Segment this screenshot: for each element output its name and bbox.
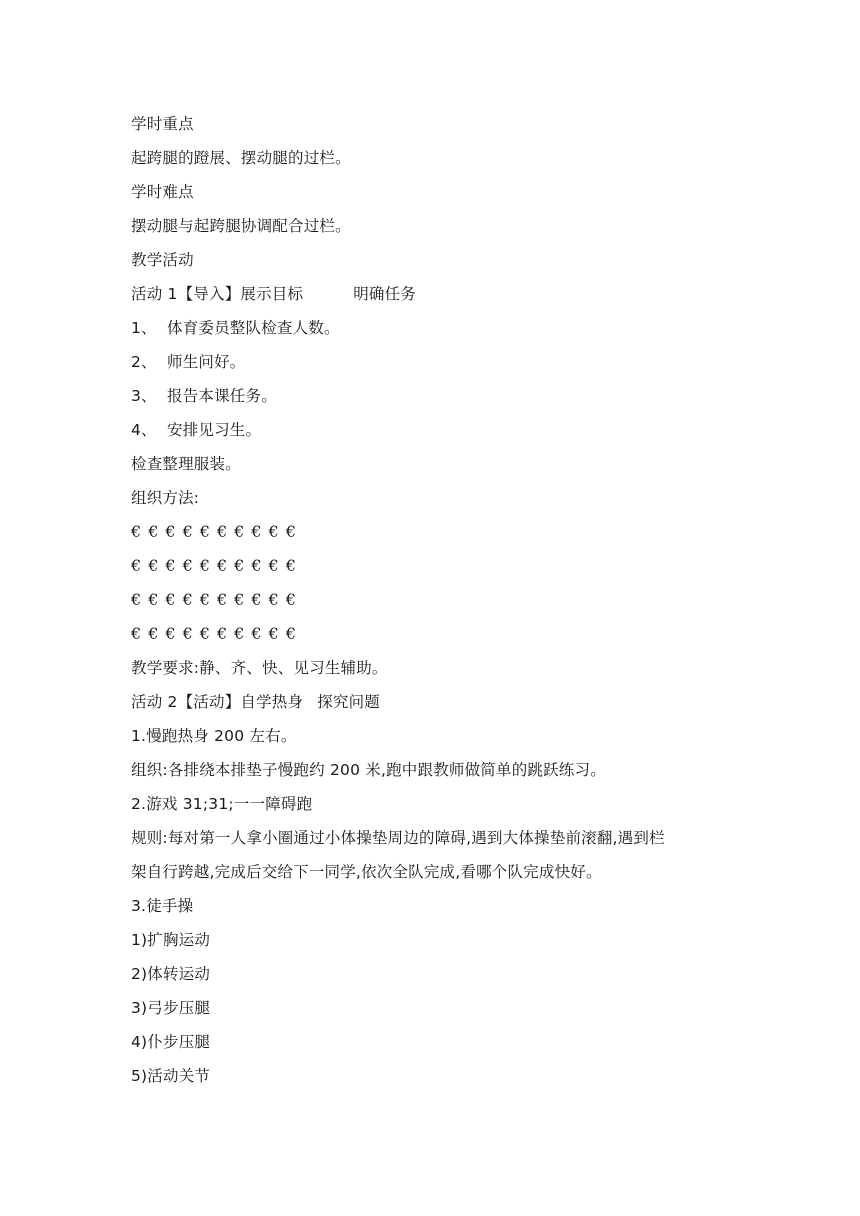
warmup-step-3: 3.徒手操 — [131, 897, 194, 915]
activity1-item — [131, 413, 751, 447]
student-marker: € — [268, 522, 279, 541]
difficulty-text: 摆动腿与起跨腿协调配合过栏。 — [131, 217, 351, 235]
student-marker: € — [182, 624, 193, 643]
difficulty-heading: 学时难点 — [131, 183, 194, 201]
item-text: 体育委员整队检查人数。 — [167, 319, 340, 337]
formation-row — [131, 583, 751, 617]
org-method-label: 组织方法: — [131, 489, 200, 507]
teaching-requirement: 教学要求:静、齐、快、见习生辅助。 — [131, 659, 388, 677]
warmup-step-2: 2.游戏 31;31;一一障碍跑 — [131, 795, 313, 813]
student-marker: € — [216, 590, 228, 609]
formation-row — [131, 549, 751, 583]
student-marker: € — [131, 556, 142, 575]
activity1-title — [131, 277, 751, 311]
student-marker: € — [131, 590, 142, 609]
student-marker: € — [199, 590, 210, 609]
student-marker: € — [165, 556, 176, 575]
student-marker: € — [251, 522, 262, 541]
student-marker: € — [131, 624, 142, 643]
warmup-step-1: 1.慢跑热身 200 左右。 — [131, 727, 297, 745]
item-text: 安排见习生。 — [167, 421, 262, 439]
item-number: 4、 — [131, 421, 157, 439]
focus-heading: 学时重点 — [131, 115, 194, 133]
item-number: 2、 — [131, 353, 157, 371]
student-marker: € — [234, 624, 245, 643]
student-marker: € — [251, 590, 262, 609]
activity2-title — [131, 685, 751, 719]
student-marker: € — [285, 590, 296, 609]
student-marker: € — [234, 590, 245, 609]
game-rule-line-2: 架自行跨越,完成后交给下一同学,依次全队完成,看哪个队完成快好。 — [131, 863, 602, 881]
exercise-item: 1)扩胸运动 — [131, 931, 211, 949]
student-marker: € — [251, 624, 262, 643]
item-text: 报告本课任务。 — [167, 387, 277, 405]
student-marker: € — [216, 522, 228, 541]
student-marker: € — [234, 556, 245, 575]
exercise-item: 3)弓步压腿 — [131, 999, 211, 1017]
document-body — [131, 107, 751, 1093]
item-number: 1、 — [131, 319, 157, 337]
student-marker: € — [268, 556, 279, 575]
student-marker: € — [182, 590, 193, 609]
student-marker: € — [216, 556, 228, 575]
formation-diagram — [131, 515, 751, 651]
formation-row — [131, 515, 751, 549]
activity1-title-main: 活动 1【导入】展示目标 — [131, 285, 304, 303]
check-dress-text: 检查整理服装。 — [131, 455, 241, 473]
exercise-item: 2)体转运动 — [131, 965, 211, 983]
student-marker: € — [148, 624, 159, 643]
student-marker: € — [285, 556, 296, 575]
student-marker: € — [268, 590, 279, 609]
student-marker: € — [199, 522, 210, 541]
activity1-item — [131, 311, 751, 345]
activity2-title-main: 活动 2【活动】自学热身 — [131, 693, 304, 711]
activities-heading: 教学活动 — [131, 251, 194, 269]
student-marker: € — [199, 624, 210, 643]
student-marker: € — [199, 556, 210, 575]
activity1-item — [131, 345, 751, 379]
student-marker: € — [216, 624, 228, 643]
student-marker: € — [285, 624, 296, 643]
student-marker: € — [165, 522, 176, 541]
exercise-item: 5)活动关节 — [131, 1067, 211, 1085]
student-marker: € — [165, 590, 176, 609]
game-rule-line-1: 规则:每对第一人拿小圈通过小体操垫周边的障碍,遇到大体操垫前滚翻,遇到栏 — [131, 829, 665, 847]
student-marker: € — [148, 556, 159, 575]
student-marker: € — [182, 556, 193, 575]
student-marker: € — [234, 522, 245, 541]
exercise-item: 4)仆步压腿 — [131, 1033, 211, 1051]
item-text: 师生问好。 — [167, 353, 246, 371]
focus-text: 起跨腿的蹬展、摆动腿的过栏。 — [131, 149, 351, 167]
warmup-step-1-org: 组织:各排绕本排垫子慢跑约 200 米,跑中跟教师做简单的跳跃练习。 — [131, 761, 606, 779]
student-marker: € — [148, 590, 159, 609]
student-marker: € — [251, 556, 262, 575]
activity1-title-sub: 明确任务 — [353, 285, 417, 303]
student-marker: € — [165, 624, 176, 643]
activity2-title-sub: 探究问题 — [317, 693, 381, 711]
item-number: 3、 — [131, 387, 157, 405]
student-marker: € — [148, 522, 159, 541]
activity1-item — [131, 379, 751, 413]
student-marker: € — [131, 522, 142, 541]
student-marker: € — [285, 522, 296, 541]
student-marker: € — [268, 624, 279, 643]
student-marker: € — [182, 522, 193, 541]
formation-row — [131, 617, 751, 651]
